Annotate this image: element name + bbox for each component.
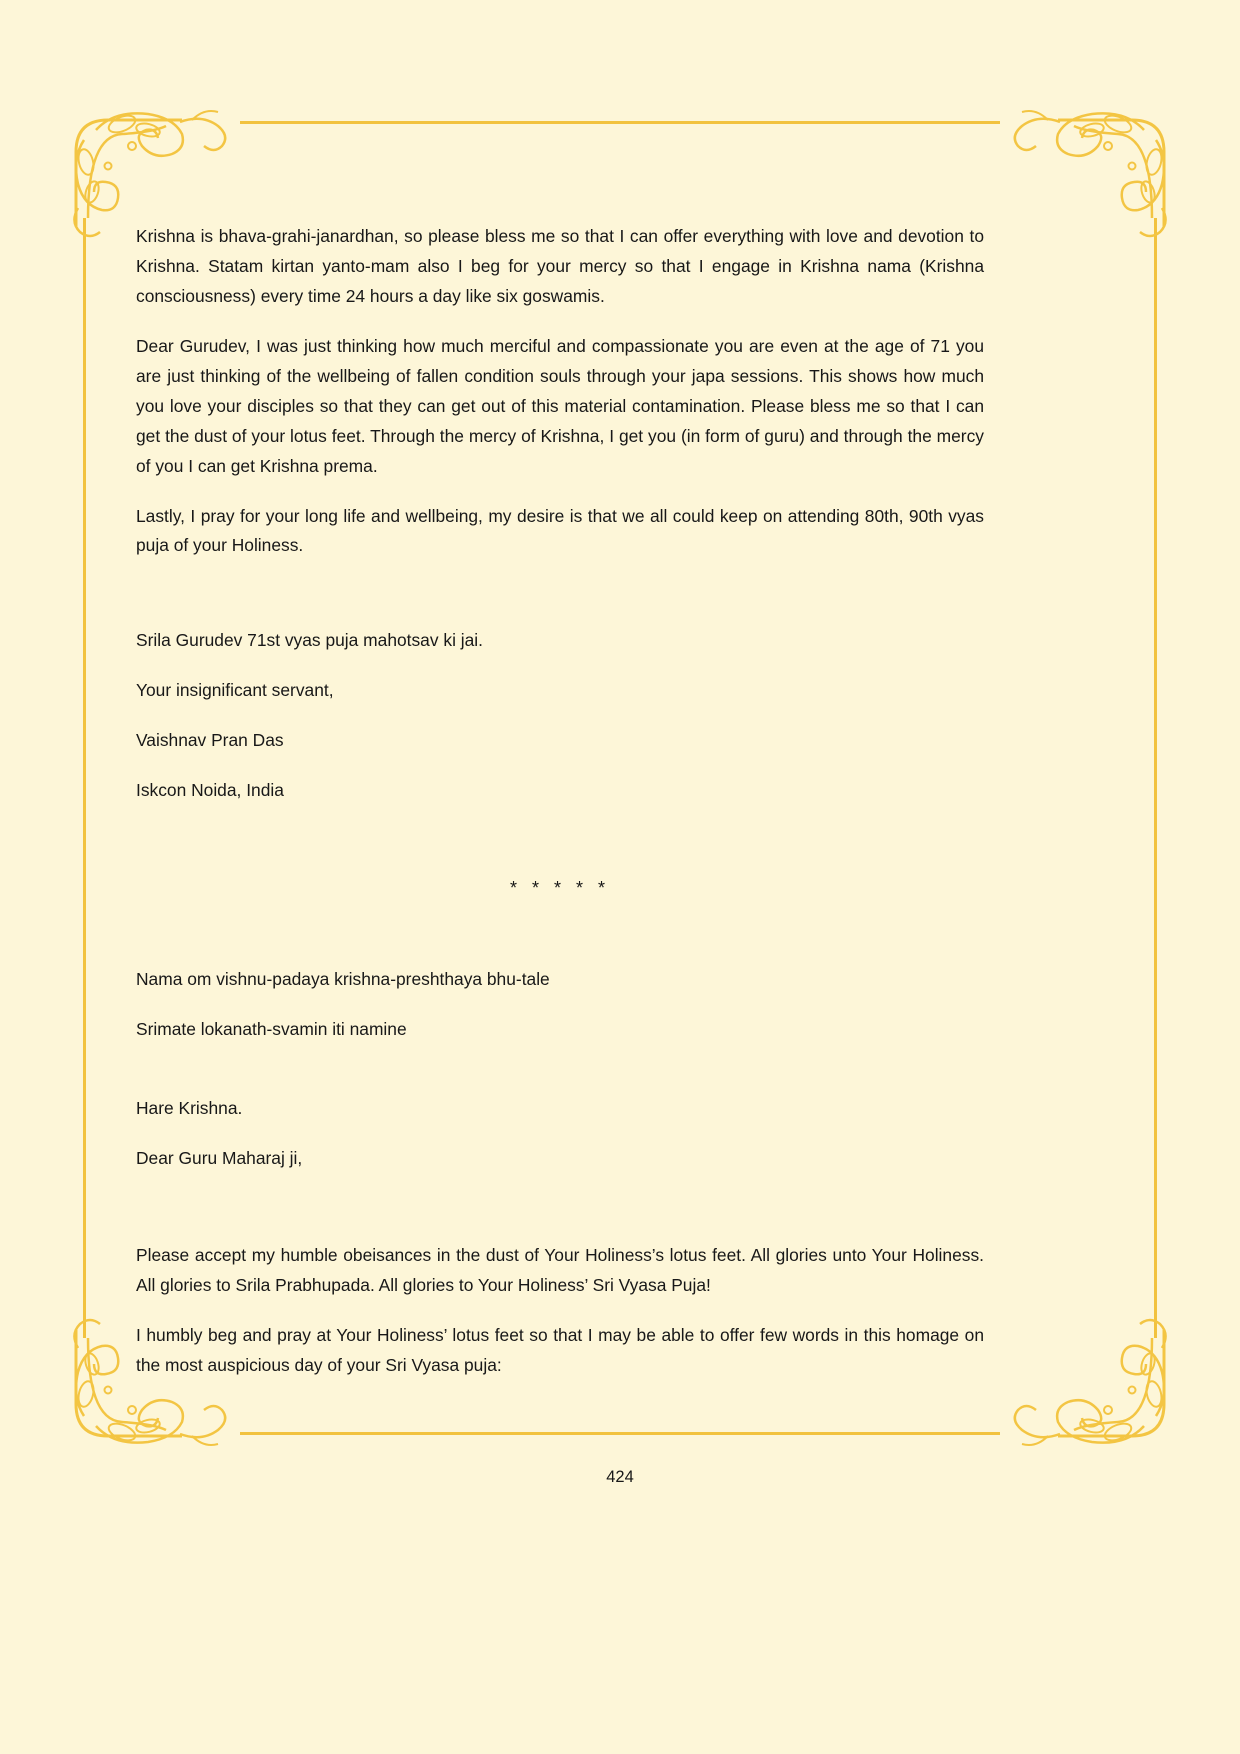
spacer [136,827,984,873]
page-content [136,222,984,1401]
body-paragraph: Dear Gurudev, I was just thinking how much merciful and compassionate you are even at the age of 71 you are just thinking of the wellbeing of fallen condition souls through your japa sessions. This shows how much you love your disciples so that they can get out of this material contamination. Please bless me so that I can get the dust of your lotus feet. Through the mercy of Krishna, I get you (in form of guru) and through the mercy of you I can get Krishna prema. [136,335,984,476]
offering-paragraph: Please accept my humble obeisances in the dust of Your Holiness’s lotus feet. All glories unto Your Holiness. All glories to Srila Prabhupada. All glories to Your Holiness’ Sri Vyasa Puja! [136,1245,984,1296]
pranama-mantra-line: Srimate lokanath-svamin iti namine [136,1018,407,1039]
closing-line: Srila Gurudev 71st vyas puja mahotsav ki jai. [136,630,484,651]
section-divider: * * * * * [509,877,611,898]
border-top-rule [240,121,1000,124]
border-bottom-rule [240,1432,1000,1435]
corner-ornament-icon [998,1316,1178,1456]
spacer [136,1195,984,1241]
spacer [136,904,984,966]
page-number: 424 [606,1468,634,1486]
spacer [136,581,984,627]
corner-ornament-icon [62,100,242,240]
offering-paragraph: I humbly beg and pray at Your Holiness’ lotus feet so that I may be able to offer few words in this homage on the most auspicious day of your Sri Vyasa puja: [136,1324,984,1375]
signature-name: Vaishnav Pran Das [136,730,284,751]
greeting-line: Hare Krishna. [136,1098,243,1119]
signature-location: Iskcon Noida, India [136,779,284,800]
spacer [136,1065,984,1095]
greeting-line: Dear Guru Maharaj ji, [136,1148,303,1169]
border-left-rule [83,218,86,1338]
border-right-rule [1154,218,1157,1338]
pranama-mantra-line: Nama om vishnu-padaya krishna-preshthaya bhu-tale [136,968,550,989]
body-paragraph: Krishna is bhava-grahi-janardhan, so please bless me so that I can offer everything with love and devotion to Krishna. Statam kirtan yanto-mam also I beg for your mercy so that I engage in Krishna nama (Krishna consciousness) every time 24 hours a day like six goswamis. [136,226,984,306]
body-paragraph: Lastly, I pray for your long life and wellbeing, my desire is that we all could keep on attending 80th, 90th vyas puja of your Holiness. [136,505,984,556]
corner-ornament-icon [998,100,1178,240]
closing-line: Your insignificant servant, [136,680,334,701]
